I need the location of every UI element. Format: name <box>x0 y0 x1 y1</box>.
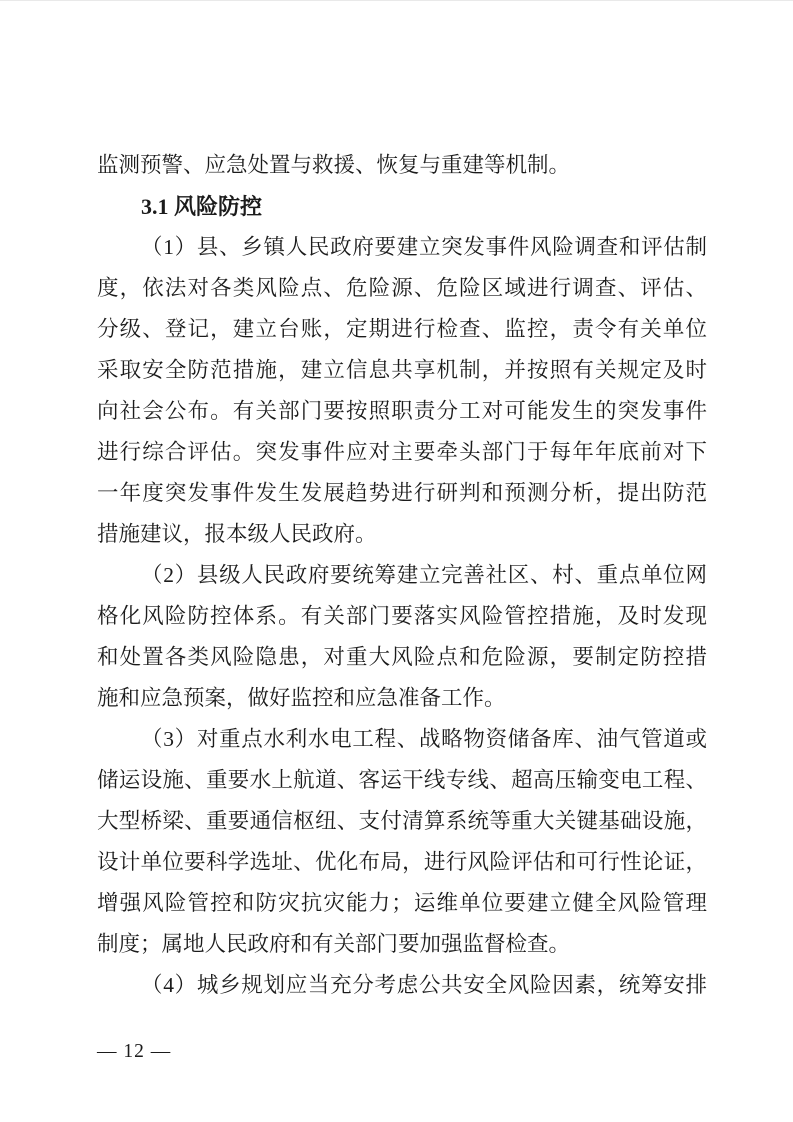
text-line: 进行综合评估。突发事件应对主要牵头部门于每年年底前对下 <box>97 440 707 464</box>
scan-edge <box>0 0 793 1</box>
text-line: （4）城乡规划应当充分考虑公共安全风险因素，统筹安排 <box>141 973 707 997</box>
page-number: — 12 — <box>97 1041 172 1062</box>
text-line: 监测预警、应急处置与救援、恢复与重建等机制。 <box>97 153 571 177</box>
text-line: 格化风险防控体系。有关部门要落实风险管控措施，及时发现 <box>97 604 707 628</box>
text-line: 和处置各类风险隐患，对重大风险点和危险源，要制定防控措 <box>97 645 707 669</box>
text-line: 储运设施、重要水上航道、客运干线专线、超高压输变电工程、 <box>97 768 707 792</box>
text-line: 采取安全防范措施，建立信息共享机制，并按照有关规定及时 <box>97 358 707 382</box>
text-line: 向社会公布。有关部门要按照职责分工对可能发生的突发事件 <box>97 399 707 423</box>
text-line: （1）县、乡镇人民政府要建立突发事件风险调查和评估制 <box>141 235 707 259</box>
text-line: 度，依法对各类风险点、危险源、危险区域进行调查、评估、 <box>97 276 707 300</box>
text-line: 增强风险管控和防灾抗灾能力；运维单位要建立健全风险管理 <box>97 891 707 915</box>
text-line: 措施建议，报本级人民政府。 <box>97 522 377 546</box>
text-line: 一年度突发事件发生发展趋势进行研判和预测分析，提出防范 <box>97 481 707 505</box>
text-line: （3）对重点水利水电工程、战略物资储备库、油气管道或 <box>141 727 707 751</box>
section-heading: 3.1 风险防控 <box>141 194 263 219</box>
text-line: 大型桥梁、重要通信枢纽、支付清算系统等重大关键基础设施， <box>97 809 707 833</box>
text-line: 制度；属地人民政府和有关部门要加强监督检查。 <box>97 932 571 956</box>
text-line: 施和应急预案，做好监控和应急准备工作。 <box>97 686 506 710</box>
document-text-block <box>97 145 707 1006</box>
text-line: （2）县级人民政府要统筹建立完善社区、村、重点单位网 <box>141 563 707 587</box>
text-line: 设计单位要科学选址、优化布局，进行风险评估和可行性论证， <box>97 850 707 874</box>
text-line: 分级、登记，建立台账，定期进行检查、监控，责令有关单位 <box>97 317 707 341</box>
